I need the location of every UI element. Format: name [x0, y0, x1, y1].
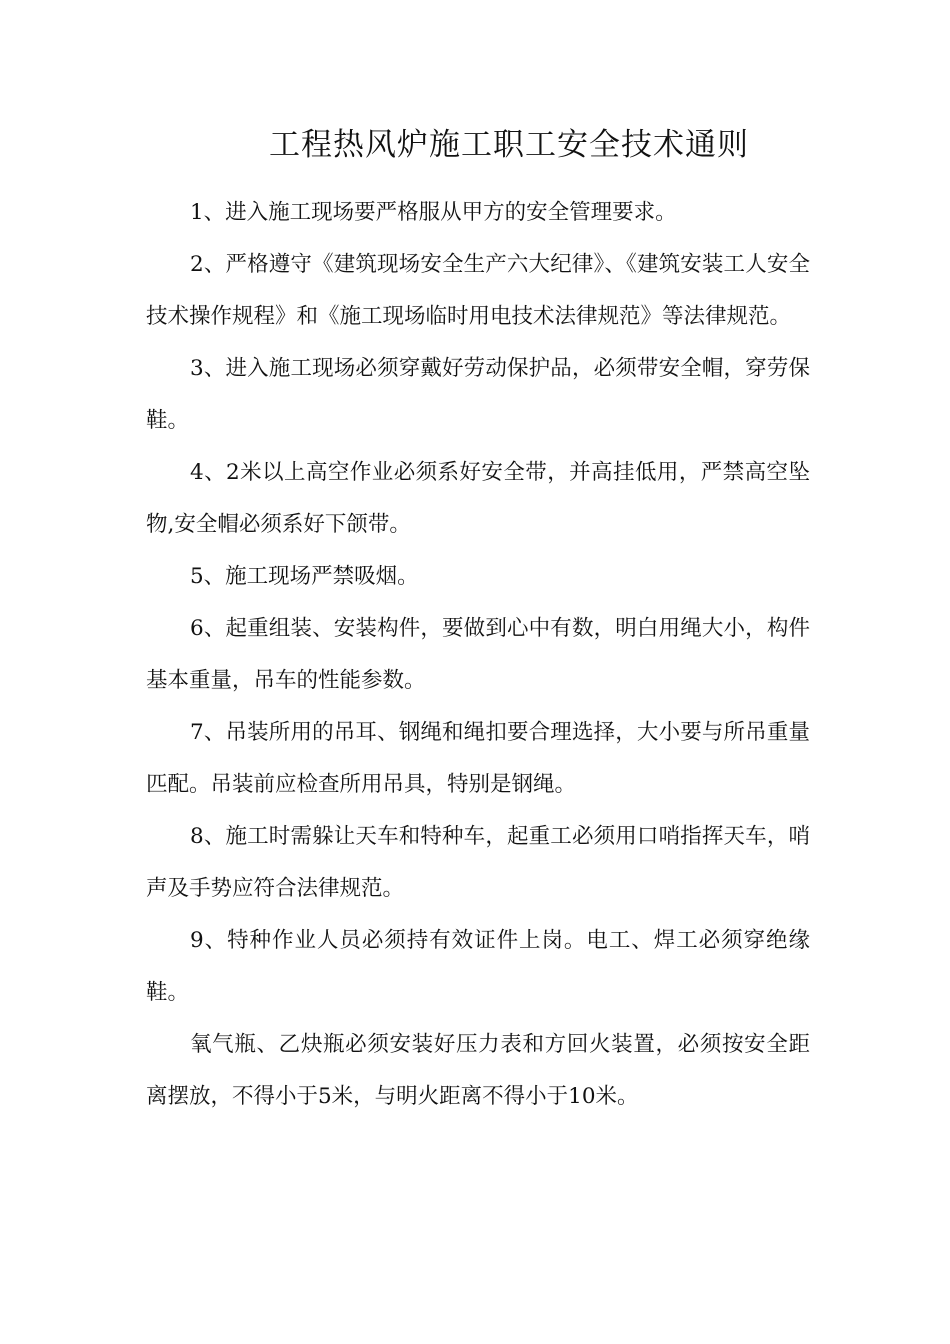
paragraph-2: 2、严格遵守《建筑现场安全生产六大纪律》、《建筑安装工人安全技术操作规程》和《施工现场临时用电技术法律规范》等法律规范。 — [146, 252, 810, 329]
paragraph-1: 1、进入施工现场要严格服从甲方的安全管理要求。 — [190, 200, 677, 225]
paragraph-9: 9、特种作业人员必须持有效证件上岗。电工、焊工必须穿绝缘鞋。 — [146, 928, 810, 1005]
paragraph-10: 氧气瓶、乙炔瓶必须安装好压力表和方回火装置，必须按安全距离摆放，不得小于5米，与明火距离不得小于10米。 — [146, 1032, 810, 1109]
paragraph-3: 3、进入施工现场必须穿戴好劳动保护品，必须带安全帽，穿劳保鞋。 — [146, 356, 810, 433]
paragraph-5: 5、施工现场严禁吸烟。 — [190, 564, 419, 589]
paragraph-6: 6、起重组装、安装构件，要做到心中有数，明白用绳大小，构件基本重量，吊车的性能参数。 — [146, 616, 810, 693]
paragraph-7: 7、吊装所用的吊耳、钢绳和绳扣要合理选择，大小要与所吊重量匹配。吊装前应检查所用吊具，特别是钢绳。 — [146, 720, 810, 797]
paragraph-8: 8、施工时需躲让天车和特种车，起重工必须用口哨指挥天车，哨声及手势应符合法律规范。 — [146, 824, 810, 901]
document-title: 工程热风炉施工职工安全技术通则 — [269, 127, 749, 163]
document-body — [146, 187, 810, 1123]
paragraph-4: 4、2米以上高空作业必须系好安全带，并高挂低用，严禁高空坠物,安全帽必须系好下颌带。 — [146, 460, 810, 537]
